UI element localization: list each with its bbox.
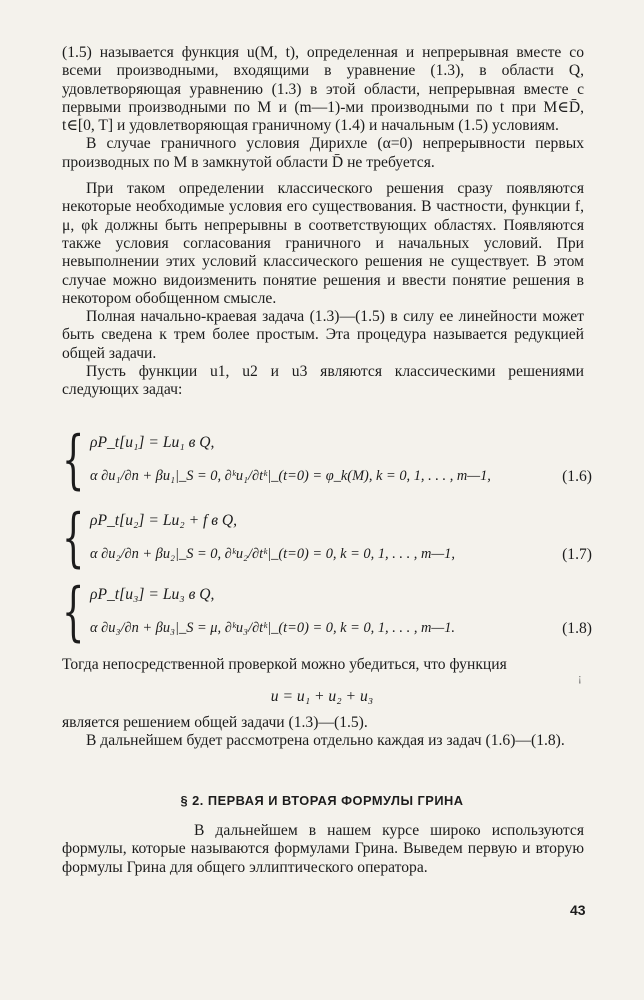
equation-1-7 [62, 501, 592, 576]
margin-mark: ¡ [578, 672, 582, 684]
paragraph-green-formulas: В дальнейшем в нашем курсе широко используются формулы, которые называются формулами Грина. Выведем первую и вторую формулы Грина для общего эллиптического оператора. [62, 822, 584, 876]
text-block-top [62, 44, 584, 400]
sum-formula: u = u₁ + u₂ + u₃ [270, 688, 374, 705]
text-block-green [62, 822, 584, 877]
page-number: 43 [570, 902, 586, 918]
eq-1-6-line1: ρP_t[u₁] = Lu₁ в Q, [90, 434, 215, 451]
eq-1-8-number: (1.8) [562, 620, 592, 637]
paragraph-further: В дальнейшем будет рассмотрена отдельно каждая из задач (1.6)—(1.8). [86, 732, 565, 750]
paragraph-conditions: При таком определении классического решения сразу появляются некоторые необходимые условия его существования. В частности, функции f, μ, φk должны быть непрерывны в соответствующих областях. Появляются также условия согласования граничного и начальных условий. При невыполнении этих условий классического решения не существует. В этом случае можно видоизменить понятие решения и ввести понятие решения в некотором обобщенном смысле. [62, 180, 584, 307]
paragraph-definition: (1.5) называется функция u(M, t), определенная и непрерывная вместе со всеми производными, входящими в уравнение (1.3), в области Q, удовлетворяющая уравнению (1.3) в этой области, непрерывная вместе с первыми производными по M и (m—1)-ми производными по t при M∈D̄, t∈[0, T] и удовлетворяющая граничному (1.4) и начальным (1.5) условиям. [62, 44, 584, 135]
eq-1-7-line1: ρP_t[u₂] = Lu₂ + f в Q, [90, 512, 238, 529]
eq-1-8-line2: α ∂u₃/∂n + βu₃|_S = μ, ∂ᵏu₃/∂tᵏ|_(t=0) = 0, k = 0, 1, . . . , m—1. [90, 620, 455, 636]
paragraph-verification: Тогда непосредственной проверкой можно убедиться, что функция [62, 656, 507, 673]
brace-icon: { [62, 423, 85, 497]
eq-1-8-line1: ρP_t[u₃] = Lu₃ в Q, [90, 586, 215, 603]
paragraph-general-solution: является решением общей задачи (1.3)—(1.5). [62, 714, 368, 731]
eq-1-6-line2: α ∂u₁/∂n + βu₁|_S = 0, ∂ᵏu₁/∂tᵏ|_(t=0) = φ_k(M), k = 0, 1, . . . , m—1, [90, 468, 491, 484]
text-block-after-sum [62, 714, 584, 751]
paragraph-subproblems: Пусть функции u1, u2 и u3 являются классическими решениями следующих задач: [62, 363, 584, 399]
brace-icon: { [62, 501, 85, 575]
eq-1-7-line2: α ∂u₂/∂n + βu₂|_S = 0, ∂ᵏu₂/∂tᵏ|_(t=0) = 0, k = 0, 1, . . . , m—1, [90, 546, 455, 562]
eq-1-6-number: (1.6) [562, 468, 592, 485]
brace-icon: { [62, 575, 85, 649]
equation-1-8 [62, 575, 592, 650]
paragraph-reduction: Полная начально-краевая задача (1.3)—(1.5) в силу ее линейности может быть сведена к трем более простым. Эта процедура называется редукцией общей задачи. [62, 308, 584, 362]
paragraph-dirichlet: В случае граничного условия Дирихле (α=0) непрерывности первых производных по M в замкнутой области D̄ не требуется. [62, 135, 584, 171]
section-heading: § 2. ПЕРВАЯ И ВТОРАЯ ФОРМУЛЫ ГРИНА [180, 793, 464, 808]
equation-1-6 [62, 423, 592, 498]
eq-1-7-number: (1.7) [562, 546, 592, 563]
